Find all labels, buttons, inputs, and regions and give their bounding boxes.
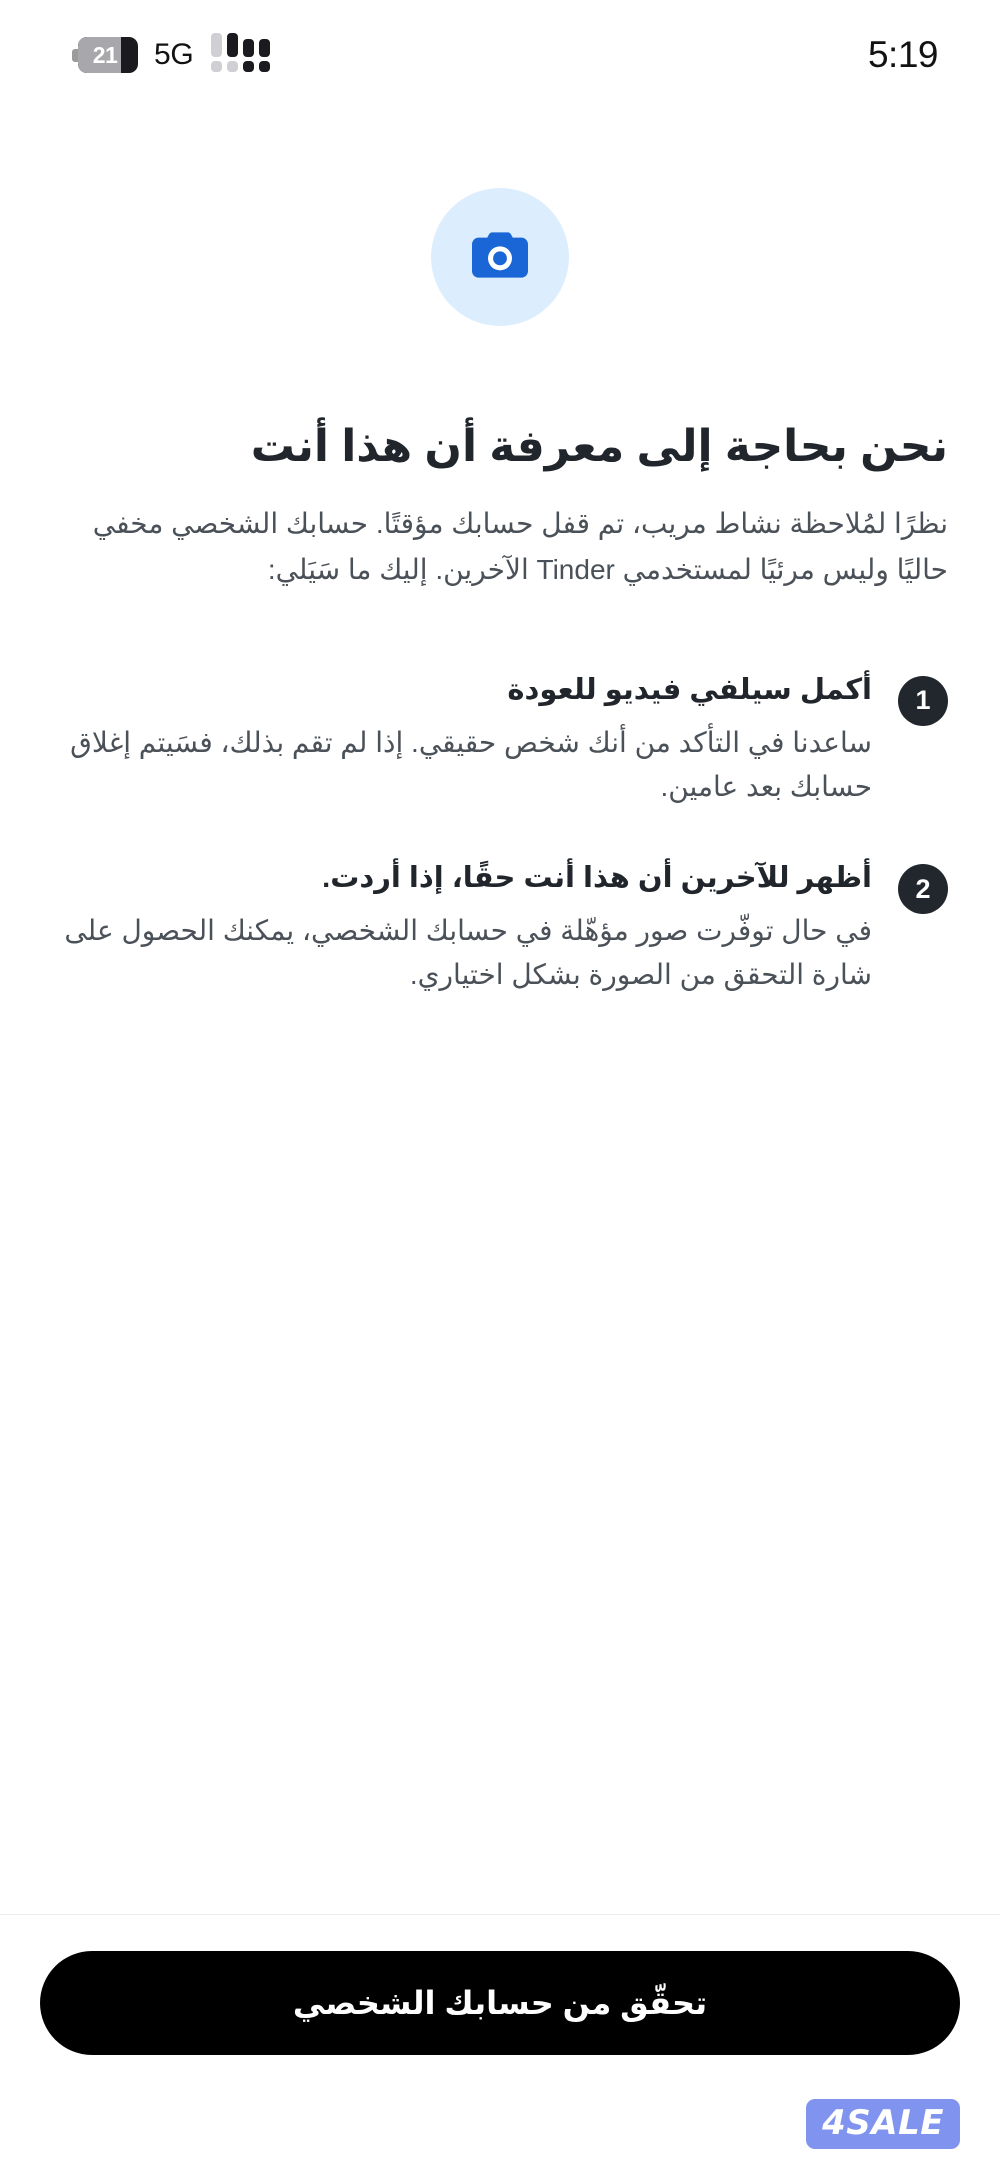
battery-percent-label: 21	[92, 41, 118, 68]
page-title: نحن بحاجة إلى معرفة أن هذا أنت	[250, 422, 948, 471]
step-content	[52, 858, 872, 998]
camera-icon-circle	[431, 188, 569, 326]
verify-account-button[interactable]: تحقّق من حسابك الشخصي	[40, 1951, 960, 2055]
steps-list	[52, 670, 948, 998]
footer-bar	[0, 1914, 1000, 2081]
foursale-watermark: 4SALE	[806, 2099, 960, 2149]
intro-paragraph: نظرًا لمُلاحظة نشاط مريب، تم قفل حسابك مؤقتًا. حسابك الشخصي مخفي حاليًا وليس مرئيًا لمستخدمي Tinder الآخرين. إليك ما سَيَلي:	[92, 508, 948, 585]
step-title: أظهر للآخرين أن هذا أنت حقًا، إذا أردت.	[322, 862, 872, 895]
watermark-row	[0, 2081, 1000, 2167]
signal-bar-1-top	[211, 33, 222, 57]
status-bar-left-group	[72, 37, 270, 73]
battery-icon	[72, 37, 140, 73]
signal-column-1	[211, 33, 222, 72]
signal-column-2	[227, 33, 238, 72]
signal-bar-2-top	[227, 33, 238, 57]
list-item	[52, 670, 948, 810]
step-title: أكمل سيلفي فيديو للعودة	[507, 673, 872, 706]
signal-bar-4-top	[259, 39, 270, 57]
status-bar	[0, 0, 1000, 110]
signal-bars-icon	[211, 38, 270, 72]
step-description: في حال توفّرت صور مؤهّلة في حسابك الشخصي، يمكنك الحصول على شارة التحقق من الصورة بشكل اختياري.	[64, 914, 872, 991]
signal-column-3	[243, 39, 254, 72]
signal-bar-4-bottom	[259, 61, 270, 72]
step-number-badge: 2	[898, 864, 948, 914]
battery-body	[78, 37, 138, 73]
signal-column-4	[259, 39, 270, 72]
signal-bar-1-bottom	[211, 61, 222, 72]
main-content	[0, 110, 1000, 1914]
list-item	[52, 858, 948, 998]
step-number-badge: 1	[898, 676, 948, 726]
camera-icon	[468, 225, 532, 289]
signal-bar-3-bottom	[243, 61, 254, 72]
step-description: ساعدنا في التأكد من أنك شخص حقيقي. إذا لم تقم بذلك، فسَيتم إغلاق حسابك بعد عامين.	[70, 726, 872, 803]
network-type-label: 5G	[154, 38, 194, 71]
signal-bar-2-bottom	[227, 61, 238, 72]
signal-bar-3-top	[243, 39, 254, 57]
step-content	[52, 670, 872, 810]
status-bar-clock: 5:19	[867, 34, 938, 75]
hero-icon-container	[52, 188, 948, 326]
